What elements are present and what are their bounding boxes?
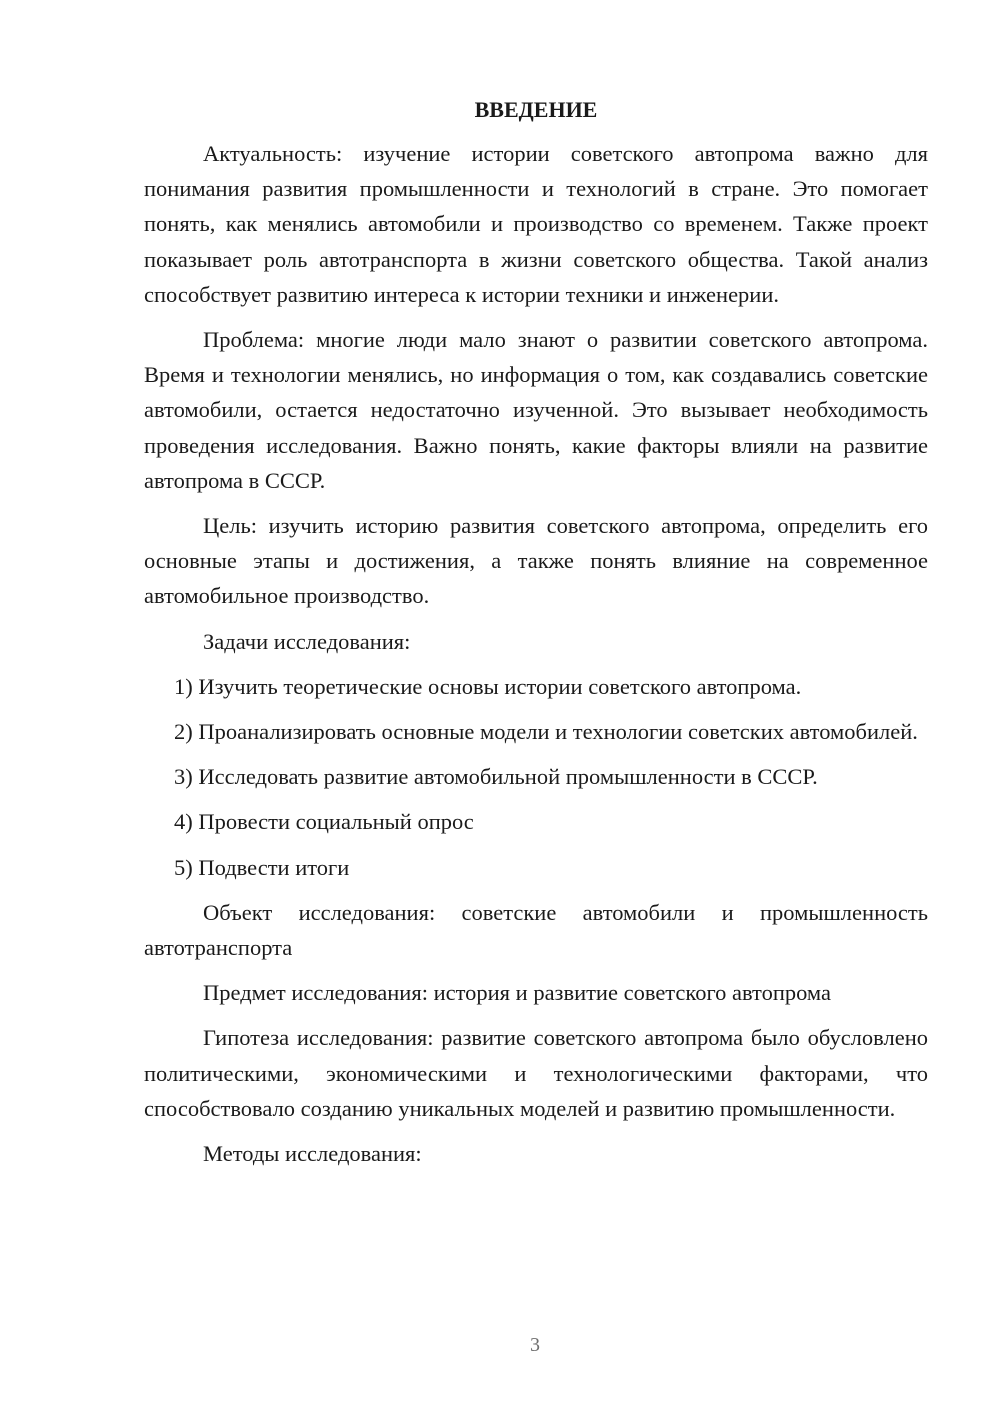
paragraph-object: Объект исследования: советские автомобили и промышленность автотранспорта: [144, 899, 928, 961]
page-body: [144, 94, 928, 1171]
task-item-2: 2) Проанализировать основные модели и технологии советских автомобилей.: [174, 719, 918, 745]
paragraph-tasks-heading: Задачи исследования:: [203, 628, 411, 654]
task-item-1: 1) Изучить теоретические основы истории советского автопрома.: [174, 673, 802, 699]
paragraph-relevance: Актуальность: изучение истории советского автопрома важно для понимания развития промышленности и технологий в стране. Это помогает понять, как менялись автомобили и производство со временем. Также проект показывает роль автотранспорта в жизни советского общества. Такой анализ способствует развитию интереса к истории техники и инженерии.: [144, 141, 928, 307]
task-item-4: 4) Провести социальный опрос: [174, 809, 474, 835]
paragraph-goal: Цель: изучить историю развития советского автопрома, определить его основные этапы и достижения, а также понять влияние на современное автомобильное производство.: [144, 513, 928, 609]
paragraph-hypothesis: Гипотеза исследования: развитие советского автопрома было обусловлено политическими, экономическими и технологическими факторами, что способствовало созданию уникальных моделей и развитию промышленности.: [144, 1025, 928, 1121]
task-item-5: 5) Подвести итоги: [174, 854, 350, 880]
paragraph-problem: Проблема: многие люди мало знают о развитии советского автопрома. Время и технологии менялись, но информация о том, как создавались советские автомобили, остается недостаточно изученной. Это вызывает необходимость проведения исследования. Важно понять, какие факторы влияли на развитие автопрома в СССР.: [144, 327, 928, 493]
paragraph-subject: Предмет исследования: история и развитие советского автопрома: [203, 980, 832, 1006]
paragraph-methods: Методы исследования:: [203, 1141, 422, 1167]
page-number: 3: [530, 1334, 540, 1356]
task-item-3: 3) Исследовать развитие автомобильной промышленности в СССР.: [174, 764, 818, 790]
section-title: ВВЕДЕНИЕ: [474, 97, 598, 122]
